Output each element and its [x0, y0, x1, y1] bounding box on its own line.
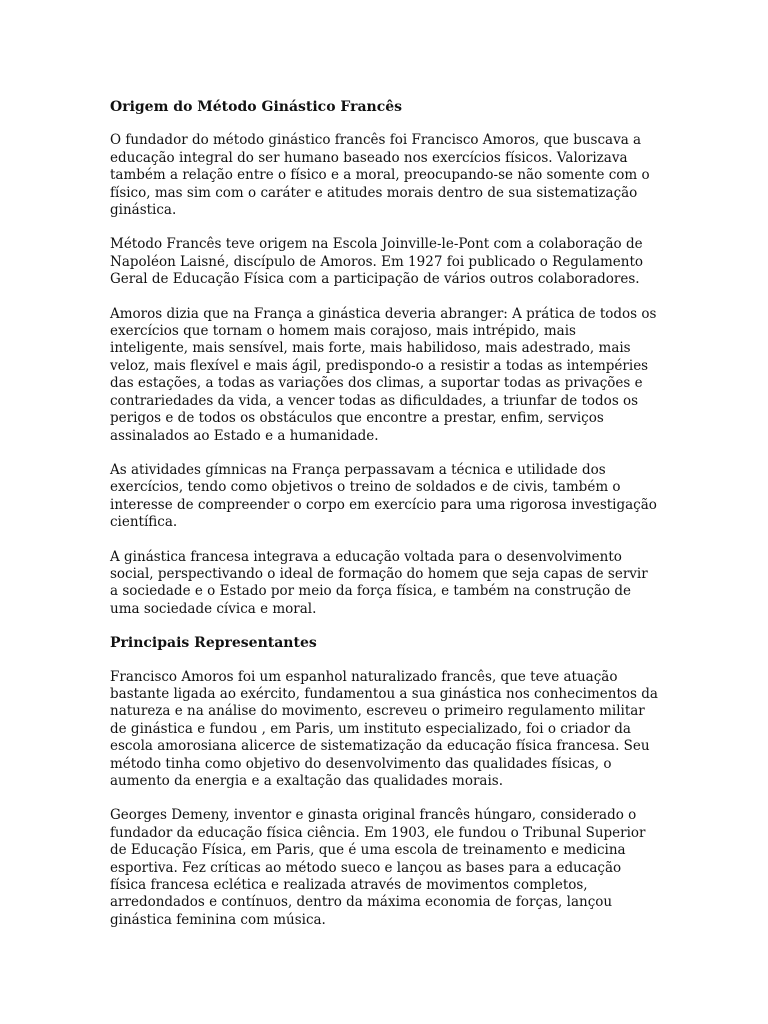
paragraph-ginastica-francesa: A ginástica francesa integrava a educação voltada para o desenvolvimento social, perspectivando o ideal de formação do homem que seja capas de servir a sociedade e o Estado por meio da força física, e também na construção de uma sociedade cívica e moral. — [110, 548, 648, 617]
paragraph-francisco-amoros: Francisco Amoros foi um espanhol naturalizado francês, que teve atuação bastante ligada ao exército, fundamentou a sua ginástica nos conhecimentos da natureza e na análise do movimento, escreveu o primeiro regulamento militar de ginástica e fundou , em Paris, um instituto especializado, foi o criador da escola amorosiana alicerce de sistematização da educação física francesa. Seu método tinha como objetivo do desenvolvimento das qualidades físicas, o aumento da energia e a exaltação das qualidades morais. — [110, 668, 658, 789]
paragraph-georges-demeny: Georges Demeny, inventor e ginasta original francês húngaro, considerado o fundador da educação física ciência. Em 1903, ele fundou o Tribunal Superior de Educação Física, em Paris, que é uma escola de treinamento e medicina esportiva. Fez críticas ao método sueco e lançou as bases para a educação física francesa eclética e realizada através de movimentos completos, arredondados e contínuos, dentro da máxima economia de forças, lançou ginástica feminina com música. — [110, 807, 646, 928]
paragraph-joinville: Método Francês teve origem na Escola Joinville-le-Pont com a colaboração de Napoléon Laisné, discípulo de Amoros. Em 1927 foi publicado o Regulamento Geral de Educação Física com a participação de vários outros colaboradores. — [110, 236, 644, 288]
section-heading-representantes: Principais Representantes — [110, 635, 317, 652]
paragraph-amoros-abranger: Amoros dizia que na França a ginástica deveria abranger: A prática de todos os exercícios que tornam o homem mais corajoso, mais intrépido, mais inteligente, mais sensível, mais forte, mais habilidoso, mais adestrado, mais veloz, mais flexível e mais ágil, predispondo-o a resistir a todas as intempéries das estações, a todas as variações dos climas, a suportar todas as privações e contrariedades da vida, a vencer todas as dificuldades, a triunfar de todos os perigos e de todos os obstáculos que encontre a prestar, enfim, serviços assinalados ao Estado e a humanidade. — [110, 305, 657, 444]
section-heading-origem: Origem do Método Ginástico Francês — [110, 99, 403, 115]
document-page — [110, 99, 658, 946]
paragraph-fundador: O fundador do método ginástico francês foi Francisco Amoros, que buscava a educação integral do ser humano baseado nos exercícios físicos. Valorizava também a relação entre o físico e a moral, preocupando-se não somente com o físico, mas sim com o caráter e atitudes morais dentro de sua sistematização ginástica. — [110, 132, 650, 219]
paragraph-atividades-gimnicas: As atividades gímnicas na França perpassavam a técnica e utilidade dos exercícios, tendo como objetivos o treino de soldados e de civis, também o interesse de compreender o corpo em exercício para uma rigorosa investigação científica. — [110, 461, 657, 531]
